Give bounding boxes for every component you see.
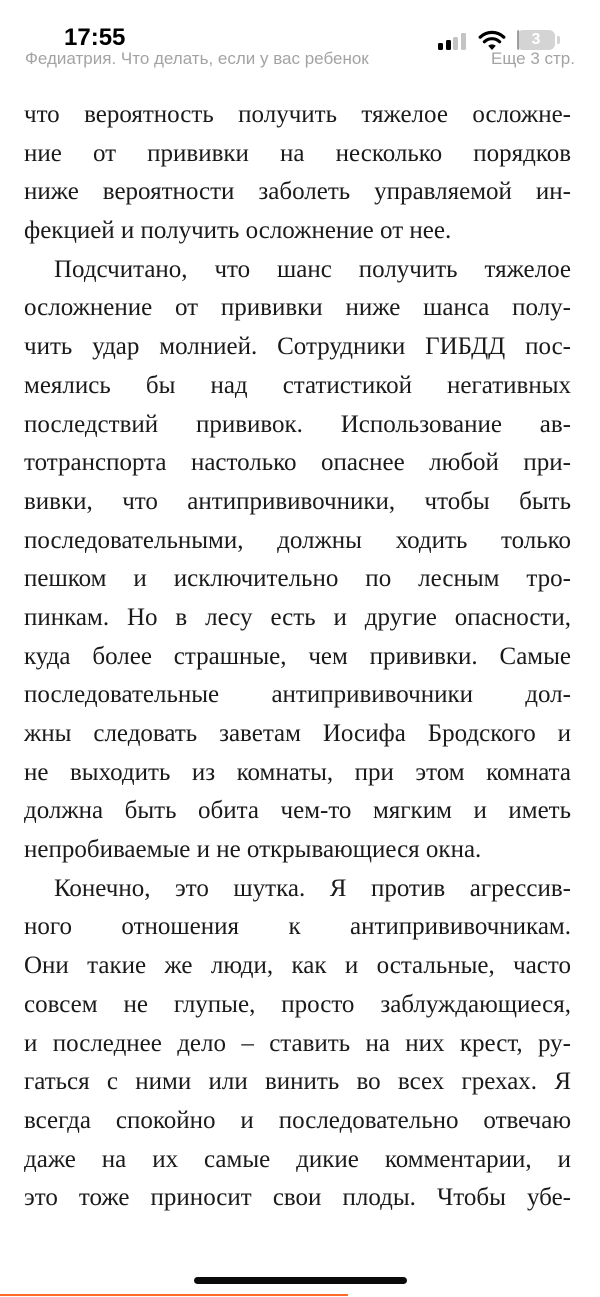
reader-header bbox=[25, 48, 575, 70]
text-line: ние от прививки на несколько порядков bbox=[24, 139, 571, 167]
status-bar bbox=[0, 0, 600, 50]
pages-left-in-chapter: Еще 3 стр. bbox=[491, 49, 575, 68]
text-line: Конечно, это шутка. Я против агрессив- bbox=[54, 874, 571, 902]
text-line: не выходить из комнаты, при этом комната bbox=[24, 758, 571, 786]
text-line: тотранспорта настолько опаснее любой при- bbox=[24, 449, 571, 477]
text-line: совсем не глупые, просто заблуждающиеся, bbox=[24, 990, 571, 1018]
text-line: чить удар молнией. Сотрудники ГИБДД пос- bbox=[24, 333, 571, 361]
text-line: куда более страшные, чем прививки. Самые bbox=[24, 642, 571, 670]
text-line: осложнение от прививки ниже шанса полу- bbox=[24, 294, 571, 322]
book-title: Федиатрия. Что делать, если у вас ребенок bbox=[25, 49, 369, 68]
text-line: пинкам. Но в лесу есть и другие опасности, bbox=[24, 603, 571, 631]
text-line: и последнее дело – ставить на них крест, ру- bbox=[24, 1029, 571, 1057]
text-line: ниже вероятности заболеть управляемой ин- bbox=[24, 178, 571, 206]
text-line: всегда спокойно и последовательно отвечаю bbox=[24, 1106, 571, 1134]
reading-progress-fill bbox=[0, 1294, 348, 1296]
text-line: что вероятность получить тяжелое осложне- bbox=[24, 101, 571, 128]
text-line: это тоже приносит свои плоды. Чтобы убе- bbox=[24, 1184, 571, 1212]
text-line: жны следовать заветам Иосифа Бродского и bbox=[24, 720, 571, 747]
text-line: ного отношения к антипрививочникам. bbox=[24, 913, 571, 941]
text-line: гаться с ними или винить во всех грехах. Я bbox=[24, 1068, 571, 1096]
status-time: 17:55 bbox=[64, 24, 126, 51]
text-line: пешком и исключительно по лесным тро- bbox=[24, 565, 571, 593]
text-line: фекцией и получить осложнение от нее. bbox=[24, 217, 452, 245]
text-line: должна быть обита чем-то мягким и иметь bbox=[24, 797, 571, 825]
text-line: последовательными, должны ходить только bbox=[24, 526, 571, 554]
book-text[interactable] bbox=[24, 96, 571, 1218]
text-line: вивки, что антипрививочники, чтобы быть bbox=[24, 487, 571, 515]
text-line: непробиваемые и не открывающиеся окна. bbox=[24, 836, 482, 864]
text-line: меялись бы над статистикой негативных bbox=[24, 371, 571, 399]
text-line: даже на их самые дикие комментарии, и bbox=[24, 1145, 571, 1173]
text-line: Подсчитано, что шанс получить тяжелое bbox=[54, 255, 571, 283]
battery-icon bbox=[517, 30, 555, 50]
text-line: Они такие же люди, как и остальные, часто bbox=[24, 952, 571, 980]
text-line: последствий прививок. Использование ав- bbox=[24, 410, 571, 438]
home-indicator[interactable] bbox=[194, 1277, 407, 1284]
battery-tip bbox=[557, 36, 560, 44]
text-line: последовательные антипрививочники дол- bbox=[24, 681, 571, 709]
battery-percentage: 3 bbox=[531, 31, 541, 48]
